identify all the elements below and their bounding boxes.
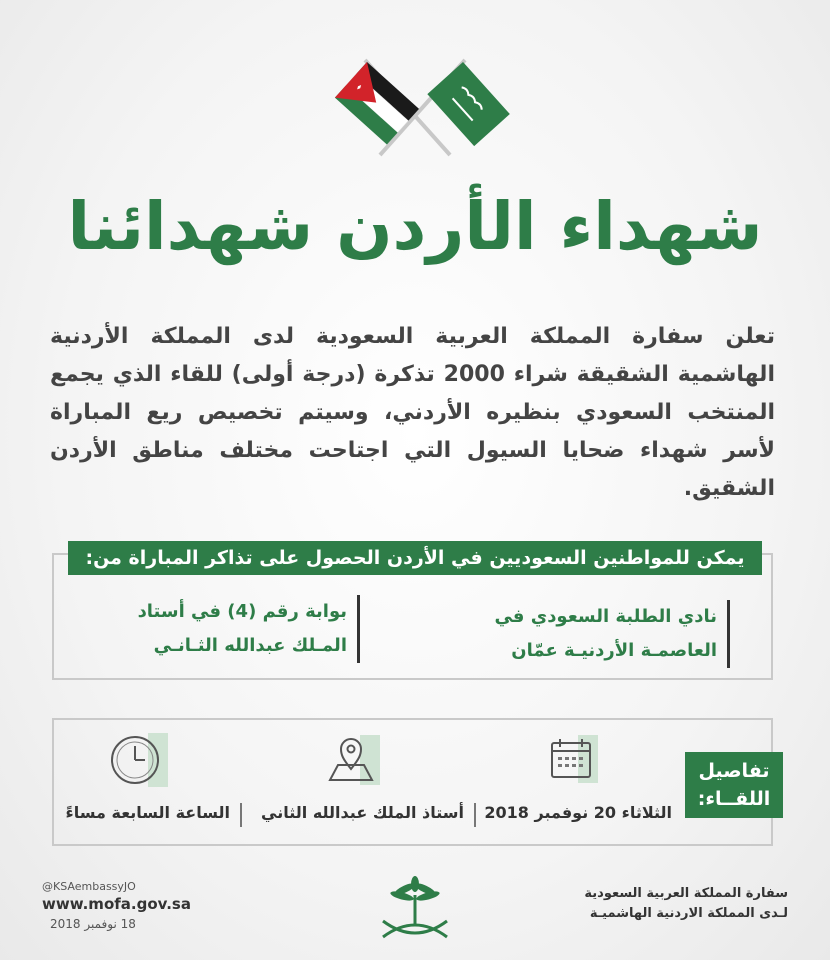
location-line: المـلك عبدالله الثـانـي <box>153 635 347 656</box>
website-link: www.mofa.gov.sa <box>42 895 191 913</box>
org-line: لـدى المملكة الاردنية الهاشميـة <box>589 906 788 921</box>
clock-icon <box>108 733 170 787</box>
map-pin-icon <box>320 735 382 785</box>
details-badge <box>685 752 783 818</box>
locations-heading: يمكن للمواطنين السعوديين في الأردن الحصول على تذاكر المباراة من: <box>68 541 762 575</box>
location-item <box>97 595 360 663</box>
match-date: الثلاثاء 20 نوفمبر 2018 <box>484 803 672 822</box>
location-line: بوابة رقم (4) في أستاد <box>137 601 347 622</box>
separator <box>474 803 476 827</box>
match-venue: أستاذ الملك عبدالله الثاني <box>261 803 464 822</box>
saudi-flag <box>427 62 510 146</box>
match-time: الساعة السابعة مساءً <box>65 803 230 822</box>
footer-contact <box>42 880 191 931</box>
announcement-text: تعلن سفارة المملكة العربية السعودية لدى المملكة الأردنية الهاشمية الشقيقة شراء 2000 تذكرة (درجة أولى) للقاء الذي يجمع المنتخب السعودي بنظيره الأردني، وسيتم تخصيص ريع المباراة لأسر شهداء ضحايا السيول التي اجتاحت مختلف مناطق الأردن الشقيق. <box>50 324 775 501</box>
details-badge-line: اللقــاء: <box>697 788 771 810</box>
location-line: نادي الطلبة السعودي في <box>494 606 717 627</box>
social-handle: @KSAembassyJO <box>42 880 136 893</box>
footer-org <box>584 884 788 924</box>
page-title: شهداء الأردن شهدائنا <box>67 188 763 265</box>
details-badge-line: تفاصيل <box>698 760 770 782</box>
location-item <box>477 600 730 668</box>
location-line: العاصمـة الأردنيـة عمّان <box>511 640 717 661</box>
separator <box>240 803 242 827</box>
saudi-emblem-icon <box>375 875 455 945</box>
footer-date: 18 نوفمبر 2018 <box>50 917 136 931</box>
crossed-flags <box>320 55 510 160</box>
org-line: سفارة المملكة العربية السعودية <box>584 886 788 901</box>
calendar-icon <box>548 735 600 783</box>
jordan-flag <box>335 62 419 145</box>
